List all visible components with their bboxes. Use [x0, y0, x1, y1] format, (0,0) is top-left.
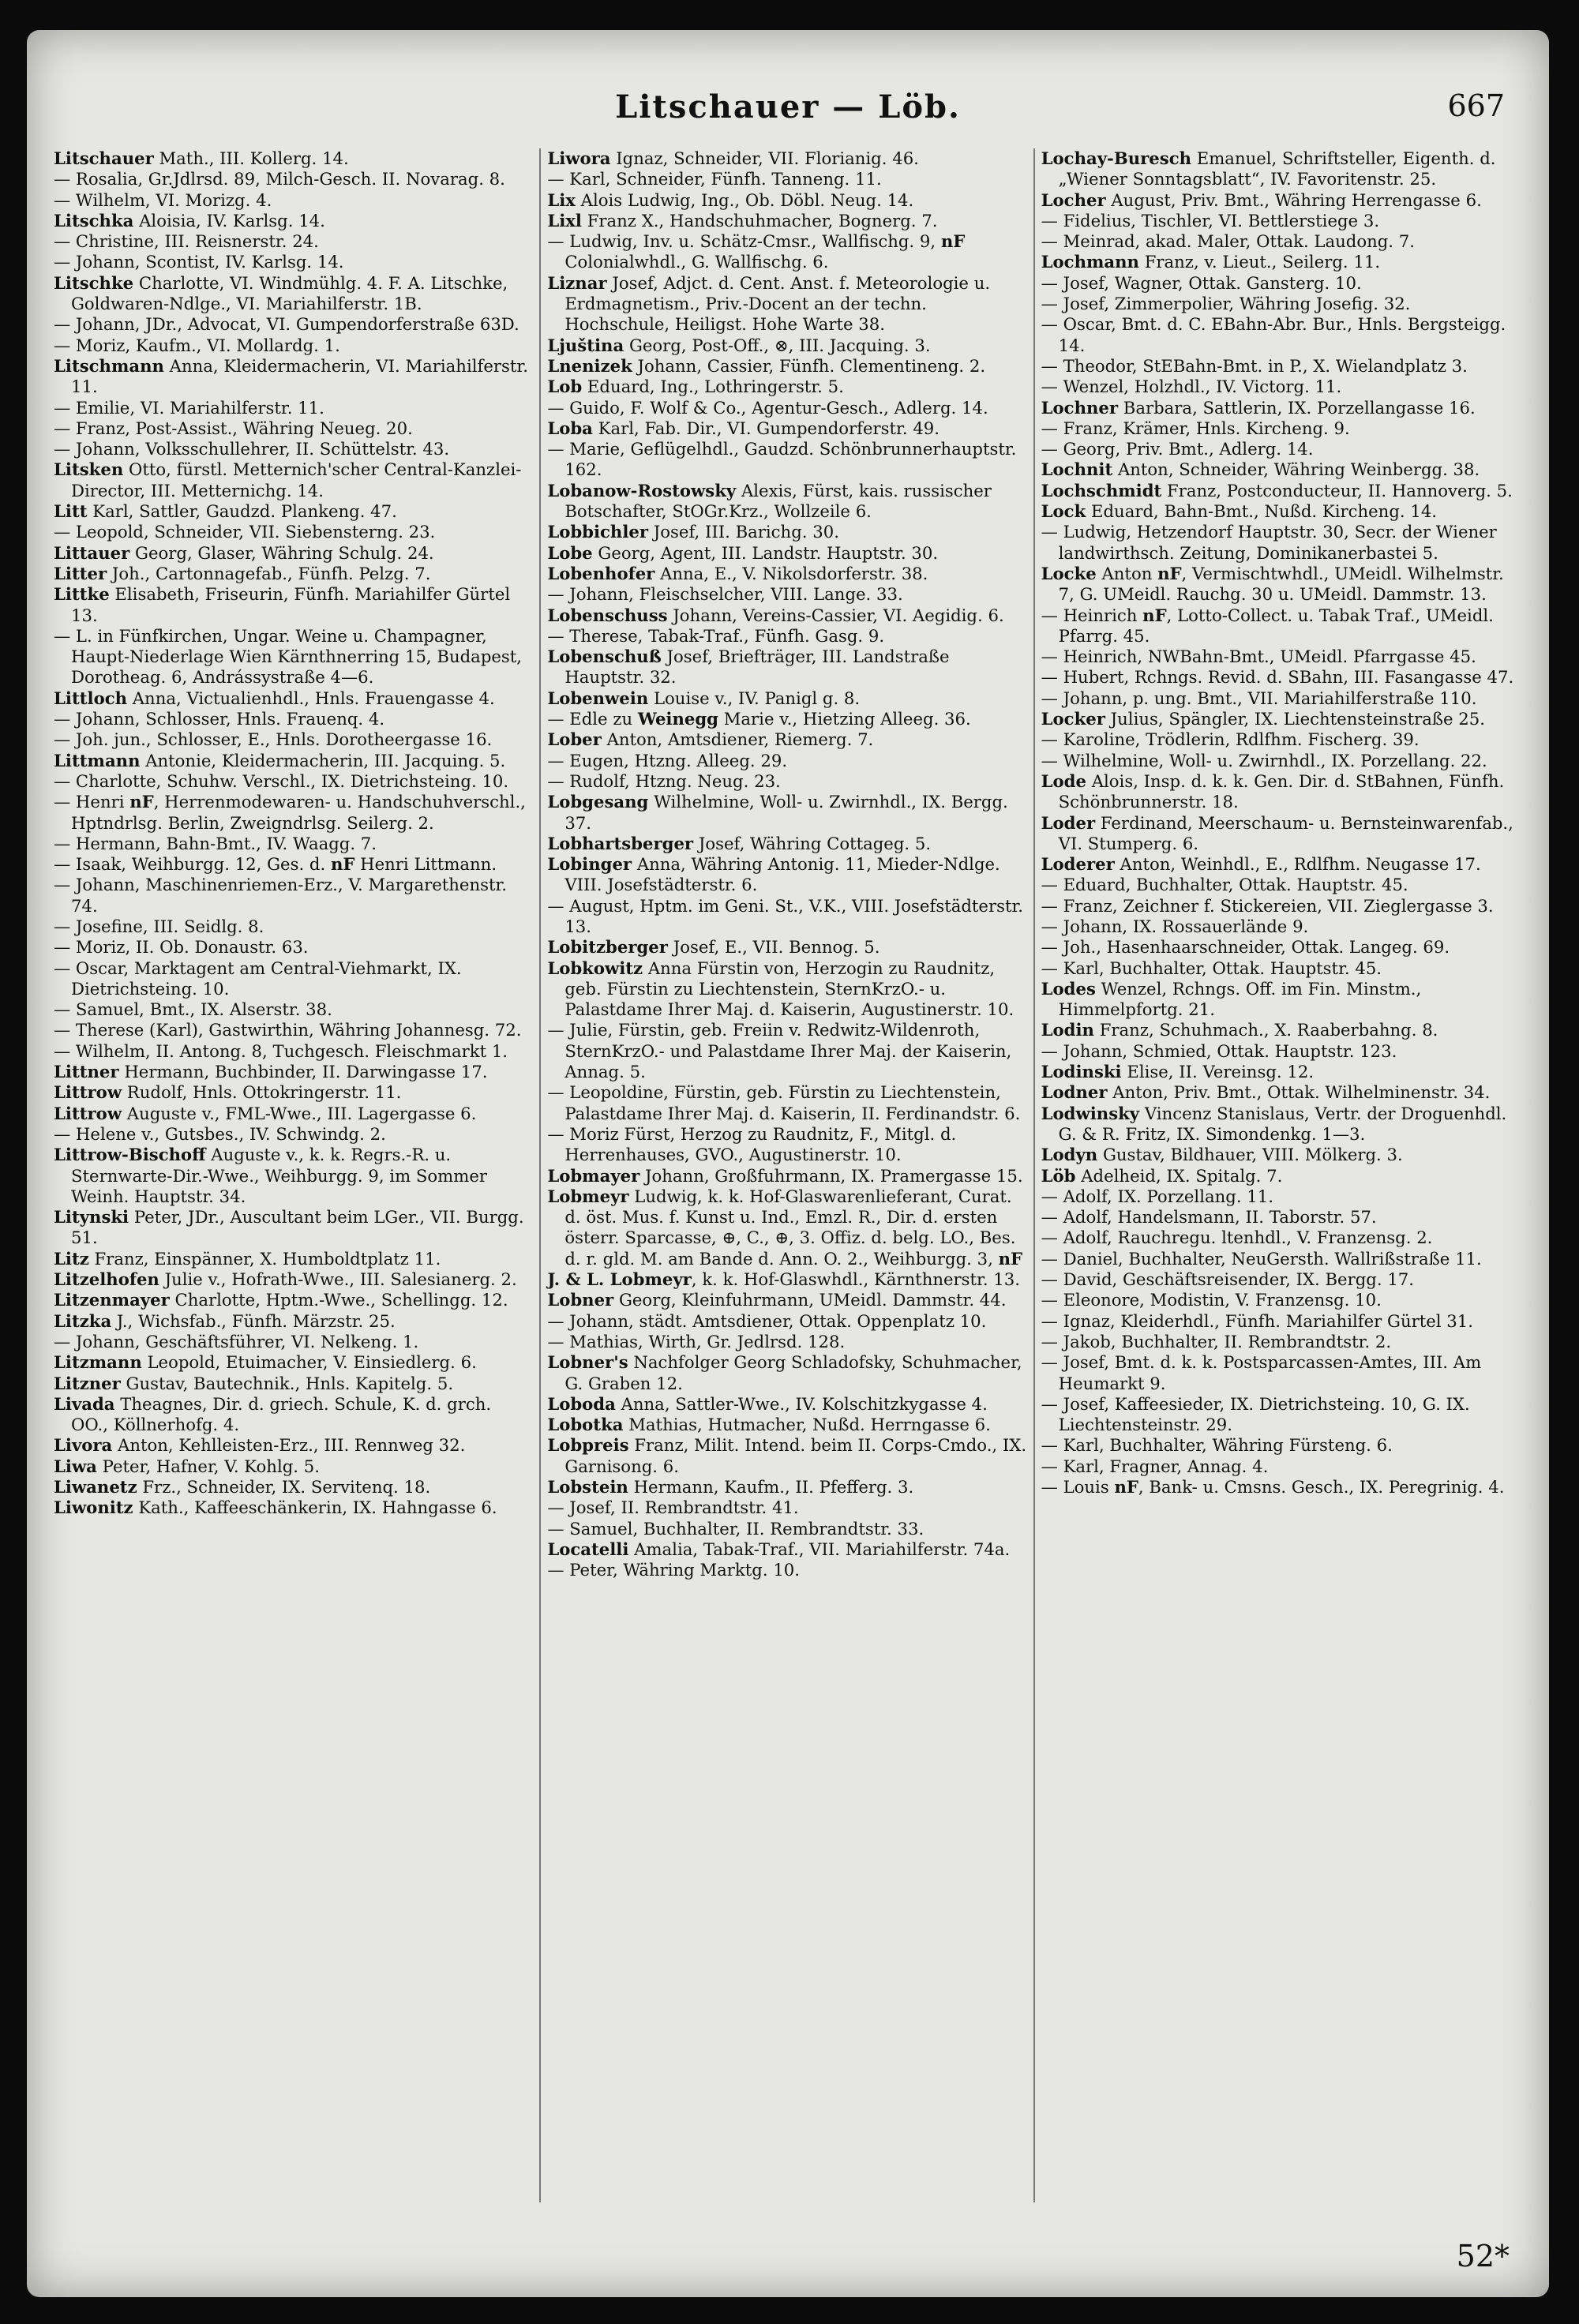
directory-entry: — Ludwig, Hetzendorf Hauptstr. 30, Secr. der Wiener landwirthsch. Zeitung, Dominikanerbastei 5.	[1041, 522, 1497, 563]
column-left	[47, 148, 539, 2202]
directory-entry: Lobhartsberger Josef, Währing Cottageg. 5.	[547, 833, 932, 853]
directory-entry: Litschauer Math., III. Kollerg. 14.	[54, 148, 349, 168]
directory-entry: — Helene v., Gutsbes., IV. Schwindg. 2.	[54, 1123, 386, 1144]
page-number: 667	[1447, 88, 1505, 123]
directory-entry: — Daniel, Buchhalter, NeuGersth. Wallrißstraße 11.	[1041, 1248, 1482, 1269]
directory-entry: — Moriz, II. Ob. Donaustr. 63.	[54, 937, 309, 958]
directory-entry: Locker Julius, Spängler, IX. Liechtensteinstraße 25.	[1041, 709, 1485, 729]
directory-entry: Lock Eduard, Bahn-Bmt., Nußd. Kircheng. 14.	[1041, 501, 1438, 522]
directory-entry: Lobenhofer Anna, E., V. Nikolsdorferstr. 38.	[547, 563, 928, 583]
directory-entry: — Eduard, Buchhalter, Ottak. Hauptstr. 45.	[1041, 875, 1408, 895]
directory-entry: — Karl, Schneider, Fünfh. Tanneng. 11.	[547, 169, 882, 189]
directory-entry: — Ignaz, Kleiderhdl., Fünfh. Mariahilfer Gürtel 31.	[1041, 1310, 1473, 1331]
directory-entry: — Johann, städt. Amtsdiener, Ottak. Oppenplatz 10.	[547, 1310, 987, 1331]
directory-entry: Lodner Anton, Priv. Bmt., Ottak. Wilhelminenstr. 34.	[1041, 1082, 1491, 1103]
directory-entry: — Oscar, Bmt. d. C. EBahn-Abr. Bur., Hnls. Bergsteigg. 14.	[1041, 314, 1506, 355]
printer-signature: 52*	[1456, 2239, 1510, 2273]
directory-entry: Lobinger Anna, Währing Antonig. 11, Mieder-Ndlge. VIII. Josefstädterstr. 6.	[547, 854, 1000, 895]
directory-entry: — Hubert, Rchngs. Revid. d. SBahn, III. Fasangasse 47.	[1041, 667, 1514, 688]
directory-entry: — Oscar, Marktagent am Central-Viehmarkt, IX. Dietrichsteing. 10.	[54, 958, 462, 999]
directory-entry: — David, Geschäftsreisender, IX. Bergg. 17.	[1041, 1269, 1415, 1290]
directory-entry: — August, Hptm. im Geni. St., V.K., VIII. Josefstädterstr. 13.	[547, 895, 1023, 936]
directory-entry: Lodwinsky Vincenz Stanislaus, Vertr. der Droguenhdl. G. & R. Fritz, IX. Simondenkg. 1—3.	[1041, 1103, 1507, 1144]
directory-entry: Loba Karl, Fab. Dir., VI. Gumpendorferstr. 49.	[547, 418, 940, 438]
directory-entry: Lobenwein Louise v., IV. Panigl g. 8.	[547, 688, 861, 708]
directory-entry: — Marie, Geflügelhdl., Gaudzd. Schönbrunnerhauptstr. 162.	[547, 439, 1017, 480]
directory-entry: — Johann, p. ung. Bmt., VII. Mariahilferstraße 110.	[1041, 688, 1477, 708]
directory-entry: — Edle zu Weinegg Marie v., Hietzing Alleeg. 36.	[547, 709, 971, 729]
directory-entry: Litzner Gustav, Bautechnik., Hnls. Kapitelg. 5.	[54, 1373, 454, 1393]
directory-entry: — Franz, Zeichner f. Stickereien, VII. Zieglergasse 3.	[1041, 895, 1494, 916]
directory-entry: — Fidelius, Tischler, VI. Bettlerstiege 3.	[1041, 210, 1380, 231]
directory-entry: — Henri nF, Herrenmodewaren- u. Handschuhverschl., Hptndrlsg. Berlin, Zweigndrlsg. Seilerg. 2.	[54, 792, 526, 833]
directory-entry: — Johann, Maschinenriemen-Erz., V. Margarethenstr. 74.	[54, 875, 508, 916]
directory-entry: — Samuel, Bmt., IX. Alserstr. 38.	[54, 999, 332, 1020]
directory-entry: Liwa Peter, Hafner, V. Kohlg. 5.	[54, 1456, 320, 1476]
directory-entry: — Therese, Tabak-Traf., Fünfh. Gasg. 9.	[547, 625, 885, 646]
directory-entry: — Franz, Krämer, Hnls. Kircheng. 9.	[1041, 418, 1350, 438]
column-right	[1033, 148, 1527, 2202]
directory-entry: — Jakob, Buchhalter, II. Rembrandtstr. 2.	[1041, 1331, 1392, 1351]
directory-entry: — Moriz Fürst, Herzog zu Raudnitz, F., Mitgl. d. Herrenhauses, GVO., Augustinerstr. 10.	[547, 1123, 957, 1165]
directory-entry: — Wenzel, Holzhdl., IV. Victorg. 11.	[1041, 377, 1342, 397]
directory-entry: — Heinrich nF, Lotto-Collect. u. Tabak Traf., UMeidl. Pfarrg. 45.	[1041, 605, 1494, 646]
directory-entry: Lob Eduard, Ing., Lothringerstr. 5.	[547, 377, 844, 397]
directory-entry: Litschka Aloisia, IV. Karlsg. 14.	[54, 210, 325, 231]
directory-entry: Littke Elisabeth, Friseurin, Fünfh. Mariahilfer Gürtel 13.	[54, 584, 511, 625]
directory-entry: — L. in Fünfkirchen, Ungar. Weine u. Champagner, Haupt-Niederlage Wien Kärnthnerring 15, Budapest, Dorotheag. 6, Andrássystraße 4—6.	[54, 625, 523, 688]
directory-entry: Lobenschuss Johann, Vereins-Cassier, VI. Aegidig. 6.	[547, 605, 1004, 625]
directory-entry: — Ludwig, Inv. u. Schätz-Cmsr., Wallfischg. 9, nF Colonialwhdl., G. Wallfischg. 6.	[547, 231, 966, 272]
directory-entry: — Josef, Kaffeesieder, IX. Dietrichsteing. 10, G. IX. Liechtensteinstr. 29.	[1041, 1393, 1470, 1435]
directory-entry: Löb Adelheid, IX. Spitalg. 7.	[1041, 1165, 1283, 1186]
directory-entry: Liwora Ignaz, Schneider, VII. Florianig. 46.	[547, 148, 919, 168]
directory-entry: Lochay-Buresch Emanuel, Schriftsteller, Eigenth. d. „Wiener Sonntagsblatt“, IV. Favoritenstr. 25.	[1041, 148, 1496, 189]
directory-entry: Littauer Georg, Glaser, Währing Schulg. 24.	[54, 542, 434, 563]
directory-entry: — Samuel, Buchhalter, II. Rembrandtstr. 33.	[547, 1518, 925, 1539]
directory-entry: — Karl, Fragner, Annag. 4.	[1041, 1456, 1269, 1476]
directory-entry: — Rosalia, Gr.Jdlrsd. 89, Milch-Gesch. II. Novarag. 8.	[54, 169, 505, 189]
directory-entry: — Karl, Buchhalter, Währing Fürsteng. 6.	[1041, 1435, 1393, 1456]
directory-entry: Loder Ferdinand, Meerschaum- u. Bernsteinwarenfab., VI. Stumperg. 6.	[1041, 812, 1513, 853]
directory-entry: — Leopoldine, Fürstin, geb. Fürstin zu Liechtenstein, Palastdame Ihrer Maj. d. Kaiserin, II. Ferdinandstr. 6.	[547, 1082, 1021, 1123]
directory-entry: Littner Hermann, Buchbinder, II. Darwingasse 17.	[54, 1062, 488, 1082]
directory-entry: Loderer Anton, Weinhdl., E., Rdlfhm. Neugasse 17.	[1041, 854, 1481, 875]
directory-entry: — Adolf, Rauchregu. ltenhdl., V. Franzensg. 2.	[1041, 1228, 1433, 1248]
directory-entry: Ljuština Georg, Post-Off., ⊗, III. Jacquing. 3.	[547, 335, 931, 355]
directory-entry: Lix Alois Ludwig, Ing., Ob. Döbl. Neug. 14.	[547, 189, 914, 210]
directory-entry: — Johann, Geschäftsführer, VI. Nelkeng. 1.	[54, 1331, 419, 1351]
directory-entry: Locher August, Priv. Bmt., Währing Herrengasse 6.	[1041, 189, 1482, 210]
directory-entry: — Rudolf, Htzng. Neug. 23.	[547, 770, 781, 791]
directory-entry: — Johann, JDr., Advocat, VI. Gumpendorferstraße 63D.	[54, 314, 519, 335]
directory-entry: Littrow-Bischoff Auguste v., k. k. Regrs.-R. u. Sternwarte-Dir.-Wwe., Weihburgg. 9, im Sommer Weinh. Hauptstr. 34.	[54, 1145, 488, 1206]
directory-entry: — Johann, IX. Rossauerlände 9.	[1041, 916, 1309, 936]
directory-entry: Litynski Peter, JDr., Auscultant beim LGer., VII. Burgg. 51.	[54, 1207, 524, 1248]
directory-entry: — Mathias, Wirth, Gr. Jedlrsd. 128.	[547, 1331, 846, 1351]
directory-entry: Lobstein Hermann, Kaufm., II. Pfefferg. 3.	[547, 1477, 914, 1497]
directory-entry: — Charlotte, Schuhw. Verschl., IX. Dietrichsteing. 10.	[54, 770, 509, 791]
directory-entry: — Josef, II. Rembrandtstr. 41.	[547, 1497, 799, 1518]
directory-entry: — Johann, Volksschullehrer, II. Schüttelstr. 43.	[54, 439, 450, 459]
directory-entry: Liznar Josef, Adjct. d. Cent. Anst. f. Meteorologie u. Erdmagnetism., Priv.-Docent an der techn. Hochschule, Heiligst. Hohe Warte 38.	[547, 272, 991, 335]
directory-entry: Lobmeyr Ludwig, k. k. Hof-Glaswarenlieferant, Curat. d. öst. Mus. f. Kunst u. Ind., Emzl. R., Dir. d. ersten österr. Sparcasse, ⊕, C., ⊕, 3. Offiz. d. belg. LO., Bes. d. r. gld. M. am Bande d. Ann. O. 2., Weihburgg. 3, nF	[547, 1186, 1023, 1269]
directory-entry: Litzelhofen Julie v., Hofrath-Wwe., III. Salesianerg. 2.	[54, 1269, 517, 1290]
directory-entry: Lober Anton, Amtsdiener, Riemerg. 7.	[547, 729, 874, 750]
directory-entry: — Josef, Bmt. d. k. k. Postsparcassen-Amtes, III. Am Heumarkt 9.	[1041, 1352, 1482, 1393]
directory-entry: — Georg, Priv. Bmt., Adlerg. 14.	[1041, 439, 1314, 459]
directory-entry: — Wilhelmine, Woll- u. Zwirnhdl., IX. Porzellang. 22.	[1041, 750, 1487, 770]
page-title: Litschauer — Löb.	[615, 88, 961, 126]
directory-entry: — Meinrad, akad. Maler, Ottak. Laudong. 7.	[1041, 231, 1415, 252]
directory-entry: — Guido, F. Wolf & Co., Agentur-Gesch., Adlerg. 14.	[547, 397, 988, 418]
directory-entry: — Eleonore, Modistin, V. Franzensg. 10.	[1041, 1290, 1382, 1310]
directory-entry: Lobotka Mathias, Hutmacher, Nußd. Herrngasse 6.	[547, 1415, 991, 1435]
directory-entry: Lnenizek Johann, Cassier, Fünfh. Clementineng. 2.	[547, 355, 986, 376]
directory-entry: Lobgesang Wilhelmine, Woll- u. Zwirnhdl., IX. Bergg. 37.	[547, 792, 1008, 833]
directory-entry: — Josefine, III. Seidlg. 8.	[54, 916, 264, 936]
directory-entry: Lobanow-Rostowsky Alexis, Fürst, kais. russischer Botschafter, StOGr.Krz., Wollzeile 6.	[547, 480, 992, 522]
directory-entry: Lobner's Nachfolger Georg Schladofsky, Schuhmacher, G. Graben 12.	[547, 1352, 1022, 1393]
directory-entry: Litzka J., Wichsfab., Fünfh. Märzstr. 25.	[54, 1310, 396, 1331]
directory-entry: Lobpreis Franz, Milit. Intend. beim II. Corps-Cmdo., IX. Garnisong. 6.	[547, 1435, 1027, 1476]
page-header	[27, 88, 1549, 144]
directory-entry: Lodin Franz, Schuhmach., X. Raaberbahng. 8.	[1041, 1020, 1438, 1040]
directory-entry: — Peter, Währing Marktg. 10.	[547, 1560, 801, 1580]
directory-entry: — Johann, Fleischselcher, VIII. Lange. 33.	[547, 584, 903, 605]
directory-entry: Litz Franz, Einspänner, X. Humboldtplatz 11.	[54, 1248, 441, 1269]
directory-entry: Liwonitz Kath., Kaffeeschänkerin, IX. Hahngasse 6.	[54, 1497, 497, 1518]
directory-entry: — Josef, Zimmerpolier, Währing Josefig. 32.	[1041, 294, 1411, 314]
directory-entry: — Johann, Schlosser, Hnls. Frauenq. 4.	[54, 709, 385, 729]
directory-entry: Littrow Rudolf, Hnls. Ottokringerstr. 11.	[54, 1082, 402, 1103]
directory-entry: Littloch Anna, Victualienhdl., Hnls. Frauengasse 4.	[54, 688, 495, 708]
directory-entry: Litschmann Anna, Kleidermacherin, VI. Mariahilferstr. 11.	[54, 355, 528, 397]
directory-entry: Lobenschuß Josef, Briefträger, III. Landstraße Hauptstr. 32.	[547, 647, 950, 688]
directory-entry: — Wilhelm, VI. Morizg. 4.	[54, 189, 272, 210]
directory-entry: — Emilie, VI. Mariahilferstr. 11.	[54, 397, 324, 418]
directory-entry: Lode Alois, Insp. d. k. k. Gen. Dir. d. StBahnen, Fünfh. Schönbrunnerstr. 18.	[1041, 770, 1505, 812]
directory-entry: Lobe Georg, Agent, III. Landstr. Hauptstr. 30.	[547, 542, 939, 563]
directory-entry: Locatelli Amalia, Tabak-Traf., VII. Mariahilferstr. 74a.	[547, 1539, 1011, 1559]
directory-entry: Litsken Otto, fürstl. Metternich'scher Central-Kanzlei-Director, III. Metternichg. 14.	[54, 459, 522, 500]
directory-entry: Lobbichler Josef, III. Barichg. 30.	[547, 522, 839, 542]
directory-entry: Lochner Barbara, Sattlerin, IX. Porzellangasse 16.	[1041, 397, 1476, 418]
directory-entry: Lodyn Gustav, Bildhauer, VIII. Mölkerg. 3.	[1041, 1145, 1403, 1165]
directory-entry: Lodinski Elise, II. Vereinsg. 12.	[1041, 1062, 1315, 1082]
directory-entry: — Isaak, Weihburgg. 12, Ges. d. nF Henri Littmann.	[54, 854, 497, 875]
directory-page	[27, 30, 1549, 2297]
directory-entry: Lobmayer Johann, Großfuhrmann, IX. Pramergasse 15.	[547, 1165, 1023, 1186]
directory-entry: — Moriz, Kaufm., VI. Mollardg. 1.	[54, 335, 340, 355]
directory-entry: Litt Karl, Sattler, Gaudzd. Plankeng. 47.	[54, 501, 397, 522]
directory-entry: — Louis nF, Bank- u. Cmsns. Gesch., IX. Peregrinig. 4.	[1041, 1477, 1505, 1497]
directory-entry: — Therese (Karl), Gastwirthin, Währing Johannesg. 72.	[54, 1020, 522, 1040]
directory-entry: — Wilhelm, II. Antong. 8, Tuchgesch. Fleischmarkt 1.	[54, 1040, 508, 1061]
directory-entry: Liwanetz Frz., Schneider, IX. Servitenq. 18.	[54, 1477, 431, 1497]
directory-entry: — Theodor, StEBahn-Bmt. in P., X. Wielandplatz 3.	[1041, 355, 1468, 376]
directory-entry: Lobkowitz Anna Fürstin von, Herzogin zu Raudnitz, geb. Fürstin zu Liechtenstein, SternKrzO.- u. Palastdame Ihrer Maj. d. Kaiserin, Augustinerstr. 10.	[547, 958, 1015, 1020]
directory-entry: — Franz, Post-Assist., Währing Neueg. 20.	[54, 418, 413, 438]
directory-entry: Locke Anton nF, Vermischtwhdl., UMeidl. Wilhelmstr. 7, G. UMeidl. Rauchg. 30 u. UMeidl. Dammstr. 13.	[1041, 563, 1504, 605]
directory-entry: Lochschmidt Franz, Postconducteur, II. Hannoverg. 5.	[1041, 480, 1513, 500]
directory-columns	[47, 148, 1527, 2202]
directory-entry: Lochnit Anton, Schneider, Währing Weinbergg. 38.	[1041, 459, 1480, 480]
directory-entry: Livada Theagnes, Dir. d. griech. Schule, K. d. grch. OO., Köllnerhofg. 4.	[54, 1393, 492, 1435]
directory-entry: Lobner Georg, Kleinfuhrmann, UMeidl. Dammstr. 44.	[547, 1290, 1007, 1310]
directory-entry: — Josef, Wagner, Ottak. Gansterg. 10.	[1041, 272, 1362, 293]
directory-entry: Livora Anton, Kehlleisten-Erz., III. Rennweg 32.	[54, 1435, 466, 1456]
directory-entry: Loboda Anna, Sattler-Wwe., IV. Kolschitzkygasse 4.	[547, 1393, 988, 1414]
directory-entry: — Johann, Schmied, Ottak. Hauptstr. 123.	[1041, 1040, 1397, 1061]
directory-entry: Lobitzberger Josef, E., VII. Bennog. 5.	[547, 937, 880, 958]
directory-entry: — Adolf, Handelsmann, II. Taborstr. 57.	[1041, 1207, 1377, 1228]
directory-entry: — Heinrich, NWBahn-Bmt., UMeidl. Pfarrgasse 45.	[1041, 647, 1476, 667]
directory-entry: Lixl Franz X., Handschuhmacher, Bognerg. 7.	[547, 210, 938, 231]
directory-entry: J. & L. Lobmeyr, k. k. Hof-Glaswhdl., Kärnthnerstr. 13.	[547, 1269, 1020, 1290]
directory-entry: — Karl, Buchhalter, Ottak. Hauptstr. 45.	[1041, 958, 1382, 978]
directory-entry: — Johann, Scontist, IV. Karlsg. 14.	[54, 252, 344, 272]
directory-entry: Litter Joh., Cartonnagefab., Fünfh. Pelzg. 7.	[54, 563, 431, 583]
directory-entry: — Hermann, Bahn-Bmt., IV. Waagg. 7.	[54, 833, 377, 853]
directory-entry: — Eugen, Htzng. Alleeg. 29.	[547, 750, 788, 770]
directory-entry: Litzenmayer Charlotte, Hptm.-Wwe., Schellingg. 12.	[54, 1290, 508, 1310]
directory-entry: — Karoline, Trödlerin, Rdlfhm. Fischerg. 39.	[1041, 729, 1420, 750]
column-middle	[539, 148, 1033, 2202]
directory-entry: Lodes Wenzel, Rchngs. Off. im Fin. Minstm., Himmelpfortg. 21.	[1041, 978, 1422, 1020]
directory-entry: — Joh. jun., Schlosser, E., Hnls. Dorotheergasse 16.	[54, 729, 493, 750]
directory-entry: — Leopold, Schneider, VII. Siebensterng. 23.	[54, 522, 436, 542]
directory-entry: Lochmann Franz, v. Lieut., Seilerg. 11.	[1041, 252, 1381, 272]
directory-entry: — Adolf, IX. Porzellang. 11.	[1041, 1186, 1273, 1206]
directory-entry: Littrow Auguste v., FML-Wwe., III. Lagergasse 6.	[54, 1103, 477, 1123]
directory-entry: Littmann Antonie, Kleidermacherin, III. Jacquing. 5.	[54, 750, 506, 770]
directory-entry: — Christine, III. Reisnerstr. 24.	[54, 231, 319, 252]
directory-entry: Litzmann Leopold, Etuimacher, V. Einsiedlerg. 6.	[54, 1352, 477, 1373]
directory-entry: — Julie, Fürstin, geb. Freiin v. Redwitz-Wildenroth, SternKrzO.- und Palastdame Ihrer Maj. der Kaiserin, Annag. 5.	[547, 1020, 1012, 1082]
directory-entry: Litschke Charlotte, VI. Windmühlg. 4. F. A. Litschke, Goldwaren-Ndlge., VI. Mariahilferstr. 1B.	[54, 272, 508, 314]
directory-entry: — Joh., Hasenhaarschneider, Ottak. Langeg. 69.	[1041, 937, 1450, 958]
